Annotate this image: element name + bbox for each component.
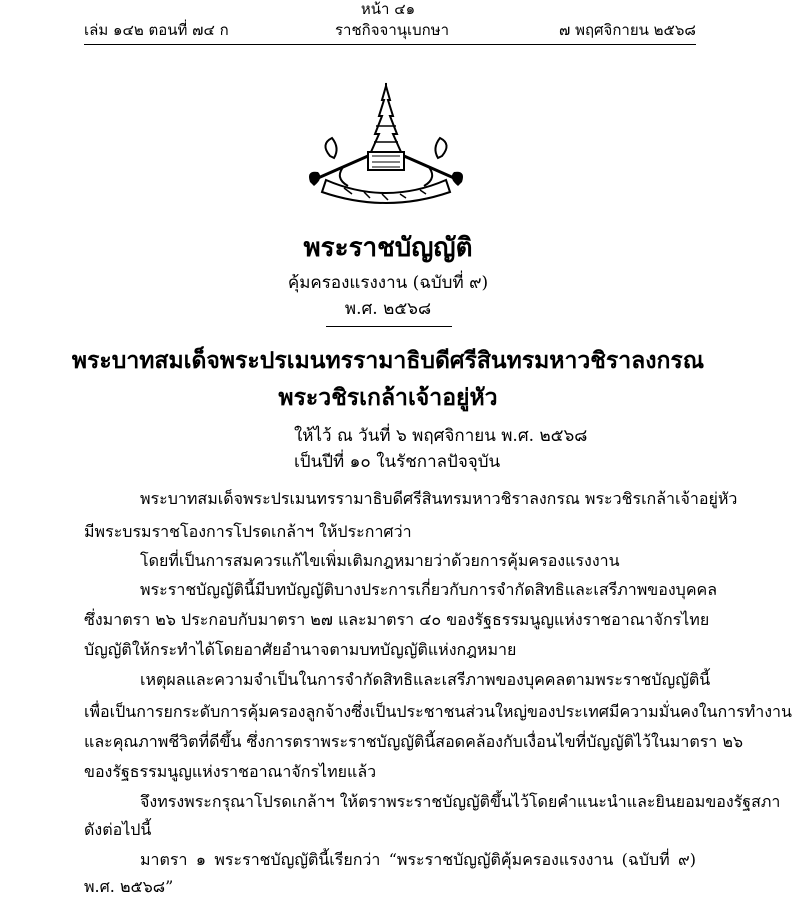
royal-emblem-icon: [304, 82, 468, 208]
body-line: มีพระบรมราชโองการโปรดเกล้าฯ ให้ประกาศว่า: [84, 522, 412, 541]
gazette-header: [84, 20, 696, 42]
gazette-name: ราชกิจจานุเบกษา: [335, 21, 450, 39]
gazette-volume: เล่ม ๑๔๒ ตอนที่ ๗๔ ก: [84, 21, 229, 39]
given-date: ให้ไว้ ณ วันที่ ๖ พฤศจิกายน พ.ศ. ๒๕๖๘: [294, 426, 588, 446]
body-line: ซึ่งมาตรา ๒๖ ประกอบกับมาตรา ๒๗ และมาตรา ๔๐ ของรัฐธรรมนูญแห่งราชอาณาจักรไทย: [84, 610, 710, 629]
act-subtitle: คุ้มครองแรงงาน (ฉบับที่ ๙): [287, 273, 489, 293]
body-line: และคุณภาพชีวิตที่ดีขึ้น ซึ่งการตราพระราชบัญญัตินี้สอดคล้องกับเงื่อนไขที่บัญญัติไว้ในมาตรา ๒๖: [84, 732, 744, 751]
body-line: จึงทรงพระกรุณาโปรดเกล้าฯ ให้ตราพระราชบัญญัติขึ้นไว้โดยคำแนะนำและยินยอมของรัฐสภา: [140, 792, 781, 811]
gazette-date: ๗ พฤศจิกายน ๒๕๖๘: [559, 21, 696, 39]
body-line: พระบาทสมเด็จพระปรเมนทรรามาธิบดีศรีสินทรมหาวชิราลงกรณ พระวชิรเกล้าเจ้าอยู่หัว: [140, 489, 738, 508]
header-divider: [84, 44, 696, 45]
body-line: เหตุผลและความจำเป็นในการจำกัดสิทธิและเสรีภาพของบุคคลตามพระราชบัญญัตินี้: [140, 670, 711, 689]
body-line: พระราชบัญญัตินี้มีบทบัญญัติบางประการเกี่ยวกับการจำกัดสิทธิและเสรีภาพของบุคคล: [140, 580, 718, 599]
section-1-line: พ.ศ. ๒๕๖๘”: [84, 877, 174, 896]
king-name-line1: พระบาทสมเด็จพระปรเมนทรรามาธิบดีศรีสินทรมหาวชิราลงกรณ: [71, 347, 705, 374]
section-1-line: มาตรา ๑ พระราชบัญญัตินี้เรียกว่า “พระราชบัญญัติคุ้มครองแรงงาน (ฉบับที่ ๙): [140, 850, 696, 869]
title-divider: [326, 326, 452, 327]
body-line: เพื่อเป็นการยกระดับการคุ้มครองลูกจ้างซึ่งเป็นประชาชนส่วนใหญ่ของประเทศมีความมั่นคงในการทำงาน: [84, 702, 792, 721]
body-line: บัญญัติให้กระทำได้โดยอาศัยอำนาจตามบทบัญญัติแห่งกฎหมาย: [84, 640, 517, 659]
body-line: ดังต่อไปนี้: [84, 820, 152, 839]
body-line: ของรัฐธรรมนูญแห่งราชอาณาจักรไทยแล้ว: [84, 762, 377, 781]
act-title: พระราชบัญญัติ: [303, 233, 473, 263]
king-name-line2: พระวชิรเกล้าเจ้าอยู่หัว: [278, 384, 498, 411]
page-number: หน้า ๔๑: [360, 0, 416, 18]
act-year: พ.ศ. ๒๕๖๘: [344, 299, 432, 319]
body-line: โดยที่เป็นการสมควรแก้ไขเพิ่มเติมกฎหมายว่าด้วยการคุ้มครองแรงงาน: [140, 551, 620, 570]
reign-year: เป็นปีที่ ๑๐ ในรัชกาลปัจจุบัน: [294, 452, 501, 472]
